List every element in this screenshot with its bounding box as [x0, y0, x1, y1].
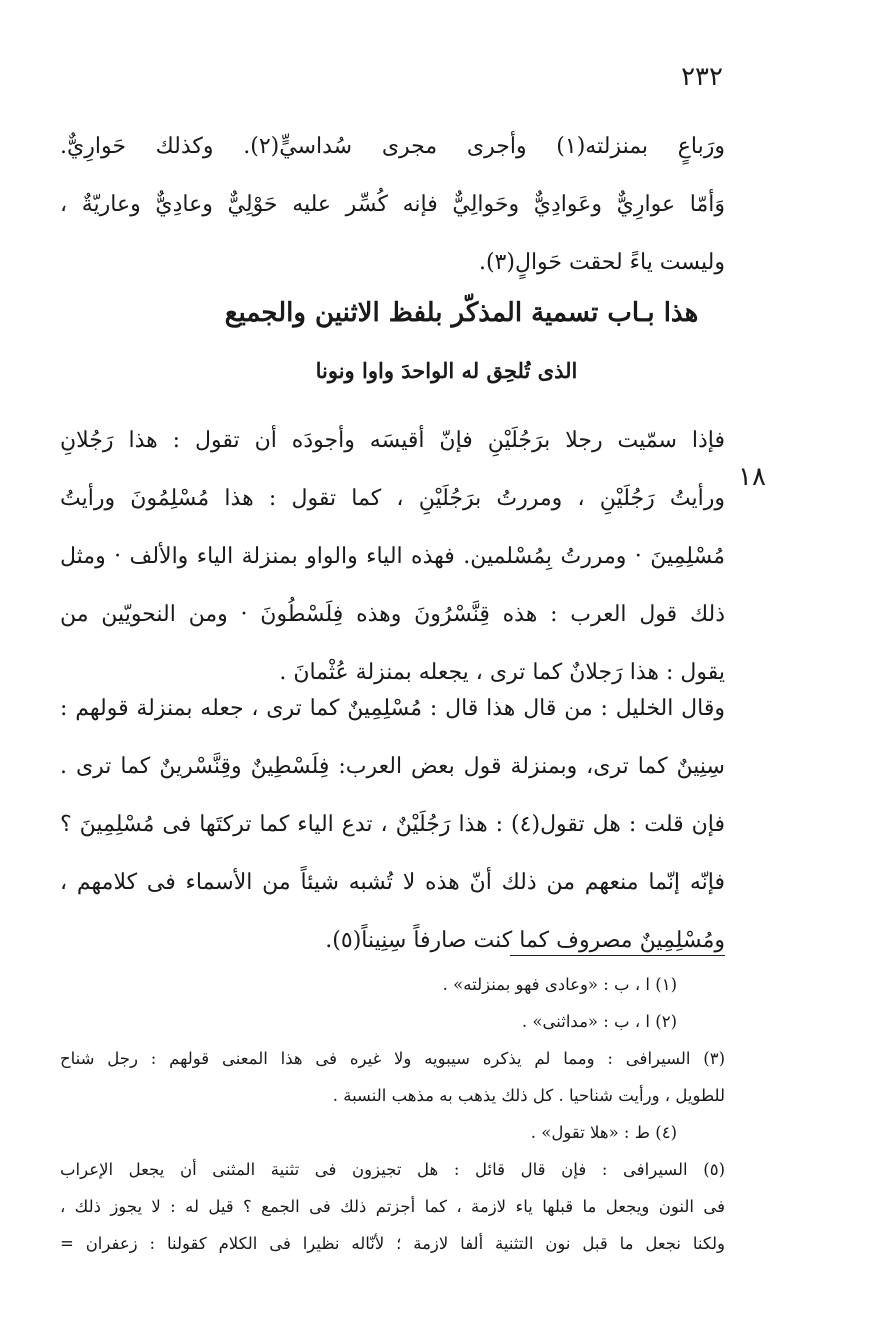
paragraph-1 — [60, 412, 725, 702]
text-line: ورأيتُ رَجُلَيْنِ ، ومررتُ برَجُلَيْنِ ، كما تقول : هذا مُسْلِمُونَ ورأيتُ — [60, 486, 725, 511]
text-line: وَأمّا عوارِيٌّ وعَوادِيٌّ وحَوالِيٌّ فإنه كُسِّر عليه حَوْلِيٌّ وعادِيٌّ وعاريّةٌ ، — [60, 192, 725, 217]
footnote-line: (١) ا ، ب : «وعادى فهو بمنزلته» . — [442, 975, 677, 994]
text-line: ومُسْلِمِينٌ مصروف كما كنت صارفاً سِنِيناً(٥). — [325, 928, 725, 953]
page-number: ٢٣٢ — [681, 62, 723, 92]
footnotes — [60, 966, 725, 1262]
text-line: وقال الخليل : من قال هذا قال : مُسْلِمِينٌ كما ترى ، جعله بمنزلة قولهم : — [60, 696, 725, 721]
margin-line-number: ١٨ — [738, 462, 766, 492]
footnote-line: للطويل ، ورأيت شناحيا . كل ذلك يذهب به مذهب النسبة . — [332, 1086, 725, 1105]
chapter-subheading: الذى تُلحِق له الواحدَ واوا ونونا — [315, 358, 578, 383]
text-line: فإنّه إنّما منعهم من ذلك أنّ هذه لا تُشبه شيئاً من الأسماء فى كلامهم ، — [60, 870, 725, 895]
footnote-divider — [510, 955, 725, 956]
footnote-line: فى النون ويجعل ما قبلها ياء لازمة ، كما أجزتم ذلك فى الجمع ؟ قيل له : لا يجوز ذلك ، — [60, 1197, 725, 1216]
text-line: يقول : هذا رَجلانٌ كما ترى ، يجعله بمنزلة عُثْمانَ . — [279, 660, 725, 685]
text-line: سِنِينٌ كما ترى، وبمنزلة قول بعض العرب: فِلَسْطِينٌ وقِنَّسْرينٌ كما ترى . — [60, 754, 725, 779]
text-line: فإذا سمّيت رجلا برَجُلَيْنِ فإنّ أقيسَه وأجودَه أن تقول : هذا رَجُلانِ — [60, 428, 725, 453]
text-line: ورَباعٍ بمنزلته(١) وأجرى مجرى سُداسيٍّ(٢). وكذلك حَوارِيٌّ. — [60, 134, 725, 159]
text-line: وليست ياءً لحقت حَوالٍ(٣). — [478, 250, 725, 275]
intro-paragraph — [60, 118, 725, 292]
footnote-line: (٥) السيرافى : فإن قال قائل : هل تجيزون فى تثنية المثنى أن يجعل الإعراب — [60, 1160, 725, 1179]
footnote-line: (٤) ط : «هلا تقول» . — [530, 1123, 677, 1142]
paragraph-2 — [60, 680, 725, 970]
footnote-line: (٣) السيرافى : ومما لم يذكره سيبويه ولا غيره فى هذا المعنى قولهم : رجل شناح — [60, 1049, 725, 1068]
text-line: مُسْلِمِينَ · ومررتُ بِمُسْلمين. فهذه الياء والواو بمنزلة الياء والألف · ومثل — [60, 544, 725, 569]
chapter-heading: هذا بـاب تسمية المذكّر بلفظ الاثنين والجميع — [224, 298, 699, 328]
text-line: ذلك قول العرب : هذه قِنَّسْرُونَ وهذه فِلَسْطُونَ · ومن النحويّين من — [60, 602, 725, 627]
footnote-line: ولكنا نجعل ما قبل نون التثنية ألفا لازمة ؛ لأنّاله نظيرا فى الكلام كقولنا : زعفران = — [60, 1234, 725, 1253]
text-line: فإن قلت : هل تقول(٤) : هذا رَجُلَيْنٌ ، تدع الياء كما تركتَها فى مُسْلِمِينَ ؟ — [60, 812, 725, 837]
footnote-line: (٢) ا ، ب : «مداثنى» . — [521, 1012, 677, 1031]
